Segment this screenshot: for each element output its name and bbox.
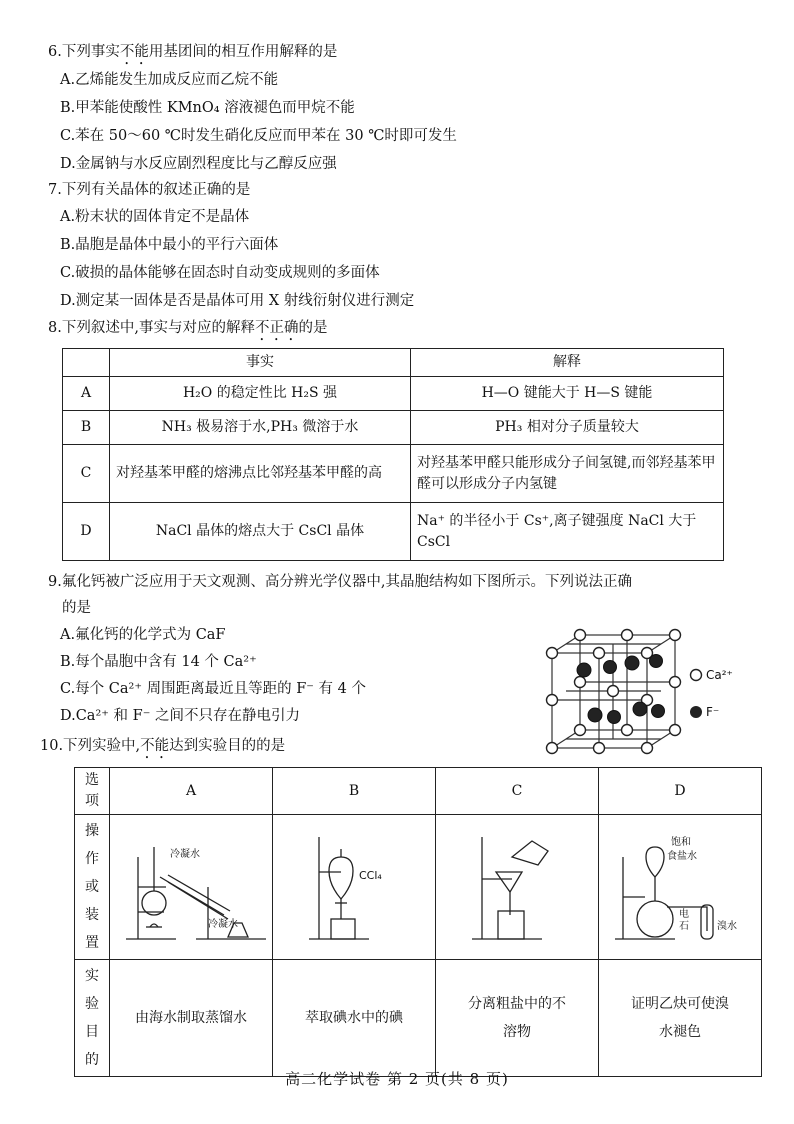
q10-row1-header: 操作或装置	[75, 815, 110, 960]
q8-row-explain: 对羟基苯甲醛只能形成分子间氢键,而邻羟基苯甲醛可以形成分子内氢键	[411, 445, 724, 503]
condenser-water-label-top: 冷凝水	[170, 849, 200, 860]
q9-option-b: B.每个晶胞中含有 14 个 Ca²⁺	[60, 654, 257, 670]
f-legend-label: F⁻	[706, 705, 720, 719]
q10-apparatus-b	[273, 815, 436, 960]
q8-row-fact: NH₃ 极易溶于水,PH₃ 微溶于水	[110, 411, 411, 445]
q6-option-d: D.金属钠与水反应剧烈程度比与乙醇反应强	[60, 156, 337, 172]
q8-row-fact: H₂O 的稳定性比 H₂S 强	[110, 377, 411, 411]
q7-option-d: D.测定某一固体是否是晶体可用 X 射线衍射仪进行测定	[60, 293, 415, 309]
q10-option-c-header: C	[436, 768, 599, 815]
q7-option-c: C.破损的晶体能够在固态时自动变成规则的多面体	[60, 265, 380, 281]
caf2-unit-cell-figure	[540, 625, 690, 760]
q8-row-b	[63, 411, 724, 445]
q10-option-d-header: D	[599, 768, 762, 815]
bromine-water-label: 溴水	[717, 921, 737, 932]
q8-row-fact: 对羟基苯甲醛的熔沸点比邻羟基苯甲醛的高	[110, 445, 411, 503]
f-legend-marker-icon	[689, 705, 703, 719]
acetylene-apparatus-icon	[605, 827, 755, 947]
q7-option-a: A.粉末状的固体肯定不是晶体	[60, 209, 250, 225]
condenser-water-label-bottom: 冷凝水	[208, 919, 238, 930]
q8-row-a	[63, 377, 724, 411]
q7-option-b: B.晶胞是晶体中最小的平行六面体	[60, 237, 279, 253]
q8-row-key: B	[63, 411, 110, 445]
q10-option-b-header: B	[273, 768, 436, 815]
q7-stem: 7.下列有关晶体的叙述正确的是	[48, 182, 251, 198]
q8-row-key: C	[63, 445, 110, 503]
q10-apparatus-c	[436, 815, 599, 960]
q6-option-c: C.苯在 50～60 ℃时发生硝化反应而甲苯在 30 ℃时即可发生	[60, 128, 457, 144]
q10-purpose-b: 萃取碘水中的碘	[273, 960, 436, 1077]
q10-purpose-row	[75, 960, 762, 1077]
q6-option-b: B.甲苯能使酸性 KMnO₄ 溶液褪色而甲烷不能	[60, 100, 355, 116]
q9-stem-line2: 的是	[62, 600, 91, 616]
q8-row-key: A	[63, 377, 110, 411]
page-footer: 高二化学试卷 第 2 页(共 8 页)	[285, 1070, 509, 1088]
brine-label-2: 食盐水	[667, 851, 697, 862]
separatory-funnel-icon	[279, 827, 429, 947]
q6-stem: 6.下列事实不能用基团间的相互作用解释的是	[48, 44, 338, 60]
ca-legend-label: Ca²⁺	[706, 668, 733, 682]
q10-header-row	[75, 768, 762, 815]
q8-header-row	[63, 349, 724, 377]
q8-table	[62, 348, 724, 561]
q8-header-fact: 事实	[110, 349, 411, 377]
q10-purpose-d: 证明乙炔可使溴水褪色	[599, 960, 762, 1077]
q10-purpose-a: 由海水制取蒸馏水	[110, 960, 273, 1077]
q8-row-fact: NaCl 晶体的熔点大于 CsCl 晶体	[110, 503, 411, 561]
q9-option-a: A.氟化钙的化学式为 CaF	[60, 627, 226, 643]
q8-row-d	[63, 503, 724, 561]
q9-stem-line1: 9.氟化钙被广泛应用于天文观测、高分辨光学仪器中,其晶胞结构如下图所示。下列说法正确	[48, 574, 632, 590]
q10-apparatus-a	[110, 815, 273, 960]
q6-option-a: A.乙烯能发生加成反应而乙烷不能	[60, 72, 279, 88]
filtration-apparatus-icon	[442, 827, 592, 947]
q10-stem: 10.下列实验中,不能达到实验目的的是	[40, 738, 286, 754]
q9-option-d: D.Ca²⁺ 和 F⁻ 之间不只存在静电引力	[60, 708, 300, 724]
q10-row2-header: 实验目的	[75, 960, 110, 1077]
q10-apparatus-d	[599, 815, 762, 960]
q10-col-header: 选项	[75, 768, 110, 815]
q8-row-c	[63, 445, 724, 503]
distillation-apparatus-icon	[116, 827, 266, 947]
ca-legend-marker-icon	[689, 668, 703, 682]
q8-row-explain: Na⁺ 的半径小于 Cs⁺,离子键强度 NaCl 大于 CsCl	[411, 503, 724, 561]
q8-row-explain: PH₃ 相对分子质量较大	[411, 411, 724, 445]
carbide-label-1: 电	[679, 909, 689, 920]
ccl4-label: CCl₄	[359, 869, 382, 882]
q8-header-blank	[63, 349, 110, 377]
carbide-label-2: 石	[679, 921, 689, 932]
q10-table	[74, 767, 762, 1077]
q8-row-explain: H—O 键能大于 H—S 键能	[411, 377, 724, 411]
q8-header-explain: 解释	[411, 349, 724, 377]
brine-label-1: 饱和	[671, 837, 691, 848]
q10-purpose-c: 分离粗盐中的不溶物	[436, 960, 599, 1077]
q9-option-c: C.每个 Ca²⁺ 周围距离最近且等距的 F⁻ 有 4 个	[60, 681, 366, 697]
q8-stem: 8.下列叙述中,事实与对应的解释不正确的是	[48, 320, 328, 336]
q8-row-key: D	[63, 503, 110, 561]
q10-apparatus-row	[75, 815, 762, 960]
q10-option-a-header: A	[110, 768, 273, 815]
